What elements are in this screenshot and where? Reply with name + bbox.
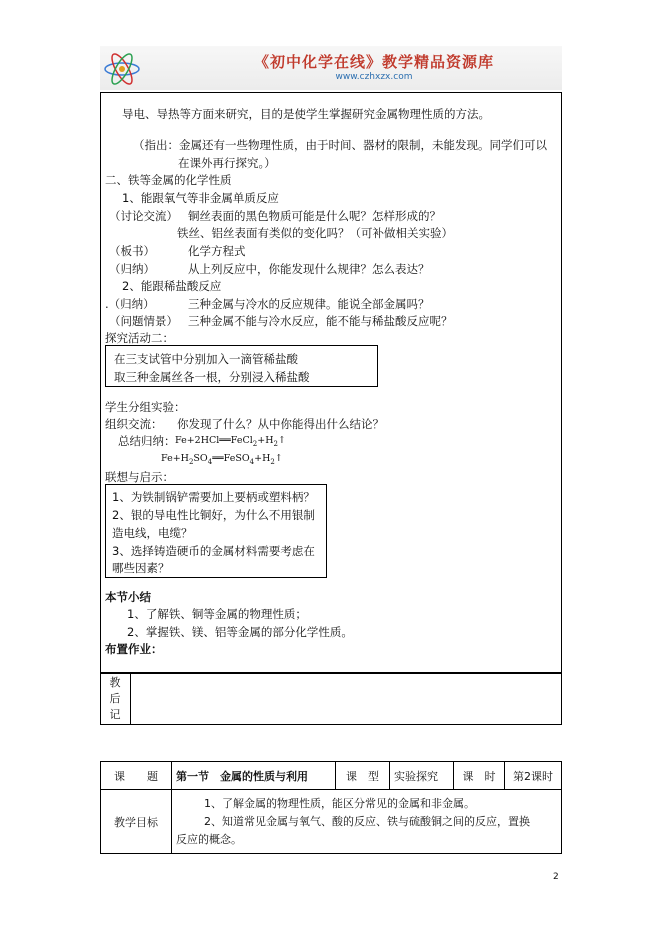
discuss-question-1: 铜丝表面的黑色物质可能是什么呢？怎样形成的？ bbox=[188, 209, 441, 223]
notes-char-1: 教 bbox=[109, 676, 121, 689]
activity-box bbox=[105, 345, 378, 387]
type-label: 课 型 bbox=[336, 762, 390, 790]
association-line-4: 3、选择铸造硬币的金属材料需要考虑在 bbox=[112, 544, 315, 558]
association-line-3: 造电线，电缆？ bbox=[112, 526, 193, 540]
intro-line: 导电、导热等方面来研究，目的是使学生掌握研究金属物理性质的方法。 bbox=[122, 107, 490, 121]
header-banner bbox=[100, 46, 562, 90]
post-lesson-notes-label bbox=[100, 673, 131, 725]
goal-item-1: 1、了解金属的物理性质，能区分常见的金属和非金属。 bbox=[204, 796, 475, 810]
association-box bbox=[105, 484, 327, 578]
lesson-info-table bbox=[100, 761, 562, 854]
recap-item-2: 2、掌握铁、镁、铝等金属的部分化学性质。 bbox=[127, 625, 353, 639]
summary-label-1: （归纳） bbox=[109, 262, 155, 276]
activity-box-line-2: 取三种金属丝各一根，分别浸入稀盐酸 bbox=[114, 370, 310, 384]
atom-logo-icon bbox=[102, 51, 142, 87]
board-text: 化学方程式 bbox=[188, 244, 246, 258]
organize-label: 组织交流： bbox=[105, 417, 163, 431]
summary-label-2: .（归纳） bbox=[105, 297, 155, 311]
section2-title: 二、铁等金属的化学性质 bbox=[105, 173, 232, 187]
topic-value: 第一节 金属的性质与利用 bbox=[172, 762, 336, 790]
subsection-1: 1、能跟氧气等非金属单质反应 bbox=[122, 191, 279, 205]
banner-url: www.czhxzx.com bbox=[335, 72, 413, 82]
activity-box-line-1: 在三支试管中分别加入一滴管稀盐酸 bbox=[114, 352, 298, 366]
organize-text: 你发现了什么？从中你能得出什么结论？ bbox=[177, 417, 384, 431]
conclude-label: 总结归纳： bbox=[118, 434, 176, 448]
goal-label: 教学目标 bbox=[101, 790, 172, 854]
association-line-1: 1、为铁制锅铲需要加上要柄或塑料柄？ bbox=[112, 490, 315, 504]
hours-value: 第2课时 bbox=[505, 762, 562, 790]
goal-item-2b: 反应的概念。 bbox=[176, 832, 242, 846]
recap-item-1: 1、了解铁、铜等金属的物理性质； bbox=[127, 607, 307, 621]
type-value: 实验探究 bbox=[390, 762, 454, 790]
note-line-2: 在课外再行探究。） bbox=[178, 156, 276, 170]
notes-char-2: 后 bbox=[109, 692, 121, 705]
association-line-2: 2、银的导电性比铜好，为什么不用银制 bbox=[112, 508, 315, 522]
group-experiment: 学生分组实验： bbox=[105, 400, 186, 414]
topic-label: 课 题 bbox=[101, 762, 172, 790]
summary-text-1: 从上列反应中，你能发现什么规律？怎么表达？ bbox=[188, 262, 430, 276]
activity-two-title: 探究活动二： bbox=[105, 331, 174, 345]
note-line-1: （指出：金属还有一些物理性质，由于时间、器材的限制，未能发现。同学们可以 bbox=[133, 138, 547, 152]
page-number: 2 bbox=[553, 872, 559, 882]
goal-item-2a: 2、知道常见金属与氧气、酸的反应、铁与硫酸铜之间的反应，置换 bbox=[204, 814, 530, 828]
homework-title: 布置作业： bbox=[105, 642, 163, 656]
board-label: （板书） bbox=[109, 244, 155, 258]
summary-text-2: 三种金属与冷水的反应规律。能说全部金属吗？ bbox=[188, 297, 430, 311]
equation-1: $Fe+2HCl══FeCl_2+H_2↑$ bbox=[175, 435, 286, 448]
goal-content bbox=[172, 790, 562, 854]
association-title: 联想与启示： bbox=[105, 470, 174, 484]
subsection-2: 2、能跟稀盐酸反应 bbox=[122, 279, 222, 293]
notes-char-3: 记 bbox=[109, 708, 121, 721]
problem-text: 三种金属不能与冷水反应，能不能与稀盐酸反应呢？ bbox=[188, 314, 453, 328]
recap-title: 本节小结 bbox=[105, 590, 151, 604]
hours-label: 课 时 bbox=[454, 762, 505, 790]
post-lesson-notes-row bbox=[100, 673, 562, 725]
association-line-5: 哪些因素？ bbox=[112, 561, 170, 575]
discuss-question-2: 铁丝、铝丝表面有类似的变化吗？（可补做相关实验） bbox=[177, 226, 453, 240]
problem-label: （问题情景） bbox=[109, 314, 178, 328]
discuss-label: （讨论交流） bbox=[109, 209, 178, 223]
main-content-cell bbox=[100, 92, 562, 673]
equation-2: $Fe+H_2SO_4══FeSO_4+H_2↑$ bbox=[161, 453, 283, 466]
banner-title: 《初中化学在线》教学精品资源库 bbox=[253, 53, 494, 71]
